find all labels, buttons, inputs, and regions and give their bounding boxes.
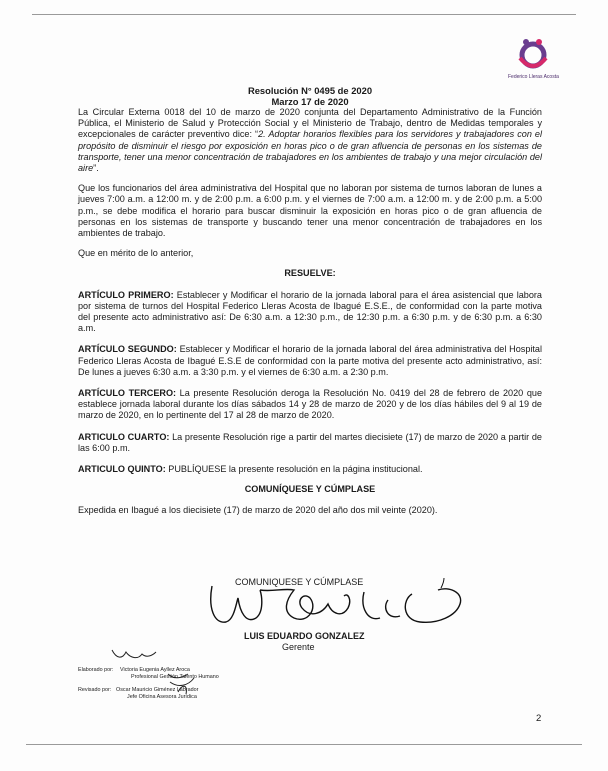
articulo-quinto-label: ARTICULO QUINTO: [78,464,166,475]
document-body [78,86,542,517]
articulo-tercero-label: ARTÍCULO TERCERO: [78,388,177,399]
elaborado-label: Elaborado por: [78,667,114,673]
expedida-line: Expedida en Ibagué a los diecisiete (17) de marzo de 2020 del año dos mil veinte (2020). [78,505,438,516]
logo-text: Federico Lleras Acosta [508,74,559,80]
articulo-segundo [78,344,542,378]
signature-scribble-icon [198,578,478,636]
initials-scribble-icon [108,644,218,700]
articulo-quinto-text: PUBLÍQUESE la presente resolución en la página institucional. [165,464,423,475]
articulo-cuarto-label: ARTICULO CUARTO: [78,431,170,442]
signer-name: LUIS EDUARDO GONZALEZ [244,631,365,641]
revisado-role: Jefe Oficina Asesora Jurídica [127,694,197,700]
comuniquese-heading: COMUNÍQUESE Y CÚMPLASE [244,484,376,495]
elaborado-role: Profesional Gestión Talento Humano [131,674,219,680]
page-number: 2 [536,713,542,724]
revisado-label: Revisado por: [78,687,112,693]
bottom-border-line [26,744,582,745]
articulo-segundo-text: Establecer y Modificar el horario de la jornada laboral del área administrativa del Hospital Federico Lleras Acosta de Ibagué E.S.E de conformidad con la parte motiva del presente acto administrativo, así: De lunes a jueves 6:30 a.m. a 3:30 p.m. y el viernes de 6:30 a.m. a 2:30 p.m. [78,344,542,377]
articulo-segundo-label: ARTÍCULO SEGUNDO: [78,344,177,355]
revisado-name: Oscar Mauricio Giménez Labrador [116,687,199,693]
articulo-quinto [78,464,542,475]
paragraph-circular-end: ”. [93,163,99,174]
articulo-primero [78,290,542,335]
articulo-tercero-text: La presente Resolución deroga la Resolución No. 0419 del 28 de febrero de 2020 que establece jornada laboral durante los días sábados 14 y 28 de marzo de 2020 y de los días hábiles del 9 al 19 de marzo de 2020, en lo pertinente del 17 al 28 de marzo de 2020. [78,388,542,421]
articulo-primero-text: Establecer y Modificar el horario de la jornada laboral para el área asistencial que labora por sistema de turnos del Hospital Federico Lleras Acosta de Ibagué E.S.E., de conformidad con la parte motiva del presente acto administrativo así: De 6:30 a.m. a 12:30 p.m., de 12:30 p.m. a 6:30 p.m. y de 6:30 p.m. a 6:30 a.m. [78,289,542,334]
paragraph-circular-text: La Circular Externa 0018 del 10 de marzo de 2020 conjunta del Departamento Administrativo de la Función Pública, el Ministerio de Salud y Protección Social y el Ministerio de Trabajo, dentro de Medidas temporales y excepcionales de carácter preventivo dice: “ [78,107,542,140]
resolution-date: Marzo 17 de 2020 [271,95,349,107]
articulo-tercero [78,388,542,422]
signer-title: Gerente [282,642,315,652]
paragraph-circular [78,107,542,174]
paragraph-merito: Que en mérito de lo anterior, [78,248,194,259]
articulo-cuarto [78,432,542,454]
articulo-cuarto-text: La presente Resolución rige a partir del martes diecisiete (17) de marzo de 2020 a partir de las 6:00 p.m. [78,431,542,453]
top-border-line [32,14,576,15]
resuelve-heading: RESUELVE: [284,268,336,279]
comuniquese-plain: COMUNIQUESE Y CÚMPLASE [235,577,364,587]
articulo-primero-label: ARTÍCULO PRIMERO: [78,289,174,300]
paragraph-circular-quote: 2. Adoptar horarios flexibles para los servidores y trabajadores con el propósito de disminuir el riesgo por exposición en horas pico o de gran afluencia de personas en los sistemas de transporte, tener una menor concentración de trabajadores en los ambientes de trabajo y una mejor circulación del aire [78,129,543,174]
resolution-number: Resolución N° 0495 de 2020 [247,85,373,96]
paragraph-funcionarios: Que los funcionarios del área administrativa del Hospital que no laboran por sistema de turnos laboran de lunes a jueves 7:00 a.m. a 12:00 m. y de 2:00 p.m. a 6:00 p.m. y el viernes de 7:00 a.m. a 12:00 m. y de 2:00 p.m. a 5:00 p.m., se debe modifica el horario para buscar disminuir la exposición en horas pico o de gran afluencia de personas en los sistemas de transporte y buscando tener una menor concentración de trabajadores en los ambientes de trabajo. [78,183,542,239]
elaborado-name: Victoria Eugenia Ayllez Aroca [120,667,190,673]
